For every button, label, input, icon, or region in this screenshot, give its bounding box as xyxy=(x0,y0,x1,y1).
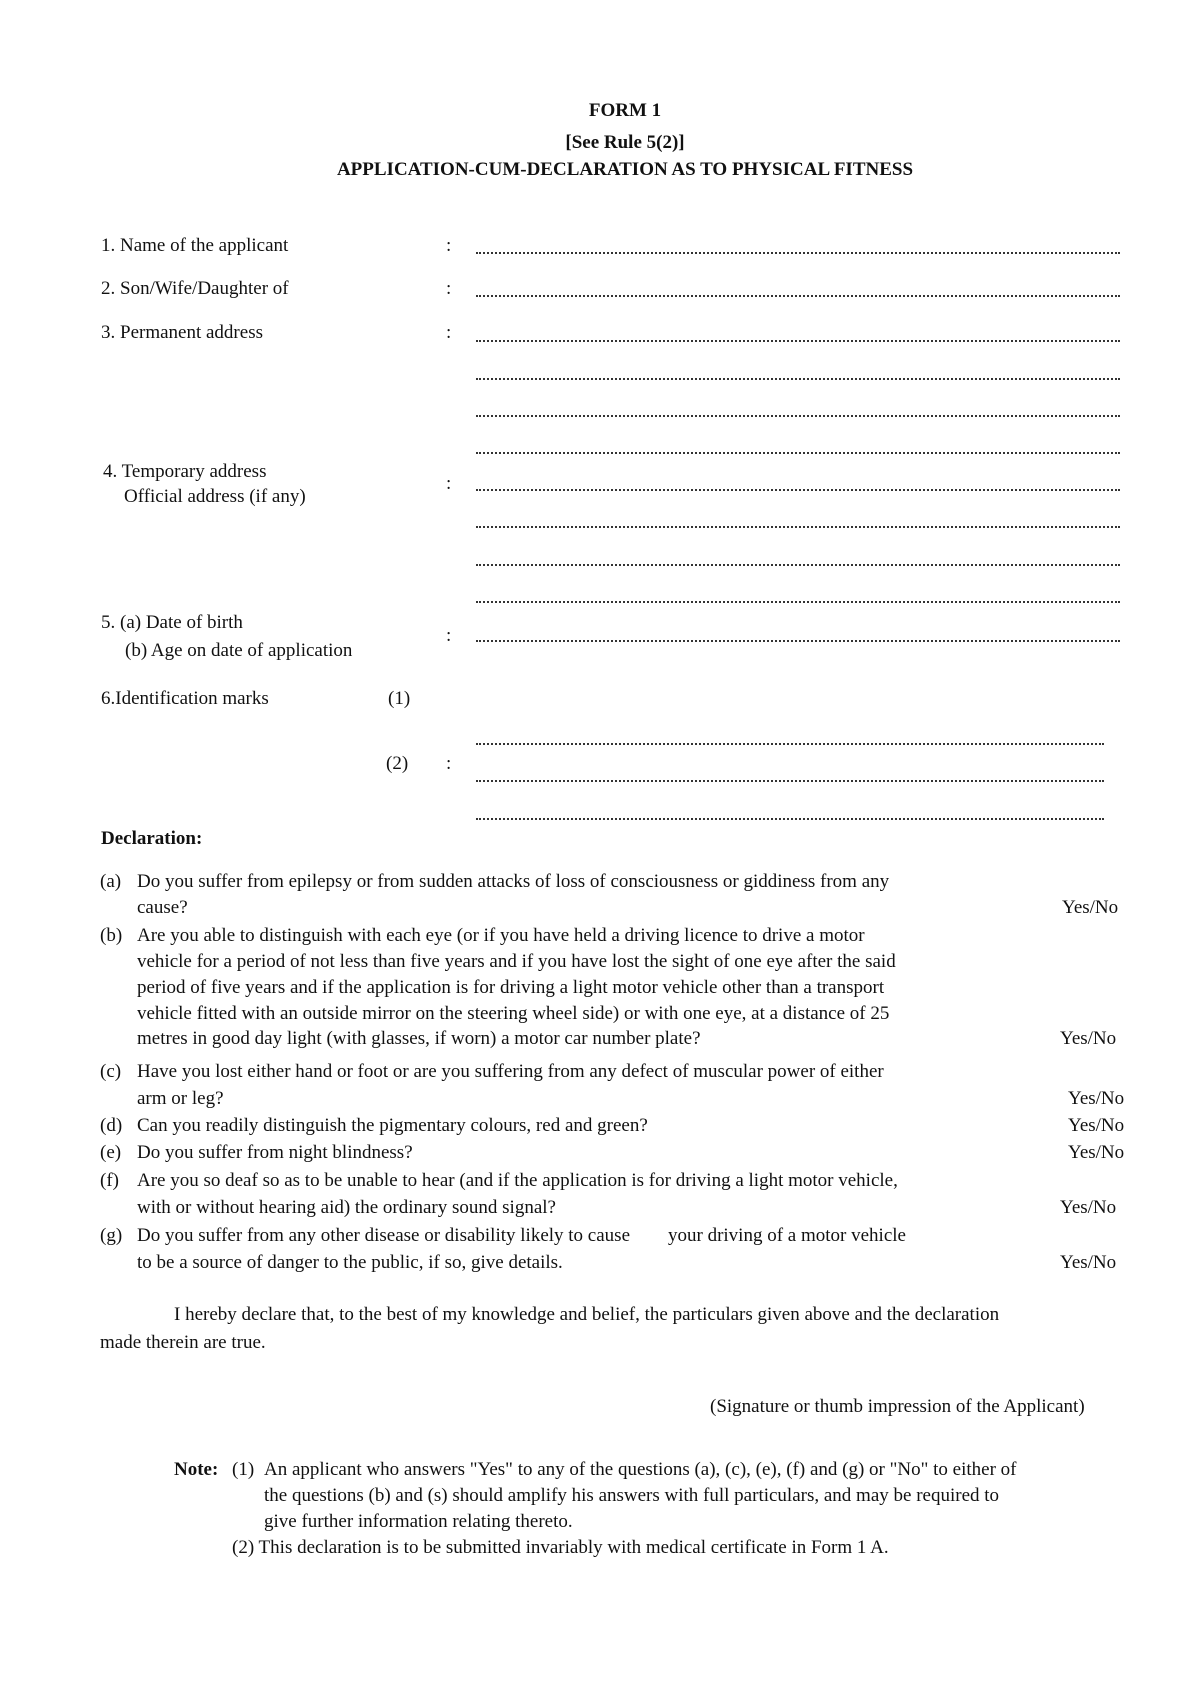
identification-colon: : xyxy=(446,753,452,774)
question-text-line: to be a source of danger to the public, if so, give details. xyxy=(137,1252,563,1273)
question-text-line: Have you lost either hand or foot or are you suffering from any defect of muscular power of either xyxy=(137,1061,884,1082)
question-text-line: vehicle for a period of not less than five years and if you have lost the sight of one eye after the said xyxy=(137,951,896,972)
form-subtitle: APPLICATION-CUM-DECLARATION AS TO PHYSICAL FITNESS xyxy=(336,159,914,180)
name-label: 1. Name of the applicant xyxy=(101,235,289,256)
identification-mark-2-field[interactable] xyxy=(476,780,1104,782)
question-text-line: Can you readily distinguish the pigmentary colours, red and green? xyxy=(137,1115,648,1136)
relation-label: 2. Son/Wife/Daughter of xyxy=(101,278,289,299)
declaration-heading: Declaration: xyxy=(101,828,203,849)
declaration-statement-line-1: I hereby declare that, to the best of my knowledge and belief, the particulars given above and the declaration xyxy=(174,1304,1000,1325)
yes-no-option[interactable]: Yes/No xyxy=(1062,897,1119,918)
question-text-line: Do you suffer from any other disease or disability likely to cause your driving of a motor vehicle xyxy=(137,1225,906,1246)
signature-caption: (Signature or thumb impression of the Applicant) xyxy=(710,1396,1085,1417)
note-1-line-1: An applicant who answers "Yes" to any of the questions (a), (c), (e), (f) and (g) or "No" to either of xyxy=(264,1459,1017,1480)
form-title: FORM 1 xyxy=(588,100,662,121)
question-text-line: vehicle fitted with an outside mirror on the steering wheel side) or with one eye, at a distance of 25 xyxy=(137,1003,890,1024)
permanent-address-label: 3. Permanent address xyxy=(101,322,263,343)
temporary-address-line-2[interactable] xyxy=(476,526,1120,528)
temporary-address-line-1[interactable] xyxy=(476,489,1120,491)
question-letter: (d) xyxy=(100,1115,123,1136)
question-letter: (g) xyxy=(100,1225,123,1246)
note-label: Note: xyxy=(174,1459,219,1480)
rule-reference: [See Rule 5(2)] xyxy=(565,132,685,153)
permanent-address-colon: : xyxy=(446,322,452,343)
dob-age-field[interactable] xyxy=(476,640,1120,642)
relation-field[interactable] xyxy=(476,295,1120,297)
note-1-line-3: give further information relating thereto. xyxy=(264,1511,573,1532)
question-text-line: Are you so deaf so as to be unable to hear (and if the application is for driving a light motor vehicle, xyxy=(137,1170,898,1191)
identification-mark-1-field[interactable] xyxy=(476,743,1104,745)
yes-no-option[interactable]: Yes/No xyxy=(1068,1115,1125,1136)
yes-no-option[interactable]: Yes/No xyxy=(1068,1088,1125,1109)
question-letter: (c) xyxy=(100,1061,122,1082)
temporary-address-line-3[interactable] xyxy=(476,564,1120,566)
permanent-address-line-2[interactable] xyxy=(476,378,1120,380)
identification-label: 6.Identification marks xyxy=(101,688,269,709)
question-text-line: Are you able to distinguish with each eye (or if you have held a driving licence to drive a motor xyxy=(137,925,865,946)
question-text-line: arm or leg? xyxy=(137,1088,224,1109)
name-field[interactable] xyxy=(476,252,1120,254)
official-address-label: Official address (if any) xyxy=(124,486,306,507)
identification-mark-3-field[interactable] xyxy=(476,818,1104,820)
question-text-line: cause? xyxy=(137,897,188,918)
question-text-line: Do you suffer from night blindness? xyxy=(137,1142,413,1163)
question-letter: (f) xyxy=(100,1170,119,1191)
question-text-line: metres in good day light (with glasses, if worn) a motor car number plate? xyxy=(137,1028,701,1049)
identification-mark-2-label: (2) xyxy=(386,753,409,774)
question-letter: (a) xyxy=(100,871,122,892)
yes-no-option[interactable]: Yes/No xyxy=(1060,1197,1117,1218)
yes-no-option[interactable]: Yes/No xyxy=(1068,1142,1125,1163)
yes-no-option[interactable]: Yes/No xyxy=(1060,1028,1117,1049)
question-text-line: Do you suffer from epilepsy or from sudden attacks of loss of consciousness or giddiness from any xyxy=(137,871,890,892)
temporary-address-line-4[interactable] xyxy=(476,601,1120,603)
permanent-address-line-3[interactable] xyxy=(476,415,1120,417)
note-1-line-2: the questions (b) and (s) should amplify his answers with full particulars, and may be required to xyxy=(264,1485,1000,1506)
relation-colon: : xyxy=(446,278,452,299)
age-label: (b) Age on date of application xyxy=(125,640,353,661)
dob-label: 5. (a) Date of birth xyxy=(101,612,243,633)
note-2: (2) This declaration is to be submitted invariably with medical certificate in Form 1 A. xyxy=(232,1537,889,1558)
yes-no-option[interactable]: Yes/No xyxy=(1060,1252,1117,1273)
dob-colon: : xyxy=(446,625,452,646)
name-colon: : xyxy=(446,235,452,256)
declaration-statement-line-2: made therein are true. xyxy=(100,1332,266,1353)
question-letter: (e) xyxy=(100,1142,122,1163)
note-1-number: (1) xyxy=(232,1459,255,1480)
question-text-line: with or without hearing aid) the ordinary sound signal? xyxy=(137,1197,556,1218)
permanent-address-line-1[interactable] xyxy=(476,340,1120,342)
temporary-address-label: 4. Temporary address xyxy=(103,461,267,482)
question-letter: (b) xyxy=(100,925,123,946)
identification-mark-1-label: (1) xyxy=(388,688,411,709)
question-text-line: period of five years and if the application is for driving a light motor vehicle other than a transport xyxy=(137,977,885,998)
permanent-address-line-4[interactable] xyxy=(476,452,1120,454)
temporary-address-colon: : xyxy=(446,473,452,494)
